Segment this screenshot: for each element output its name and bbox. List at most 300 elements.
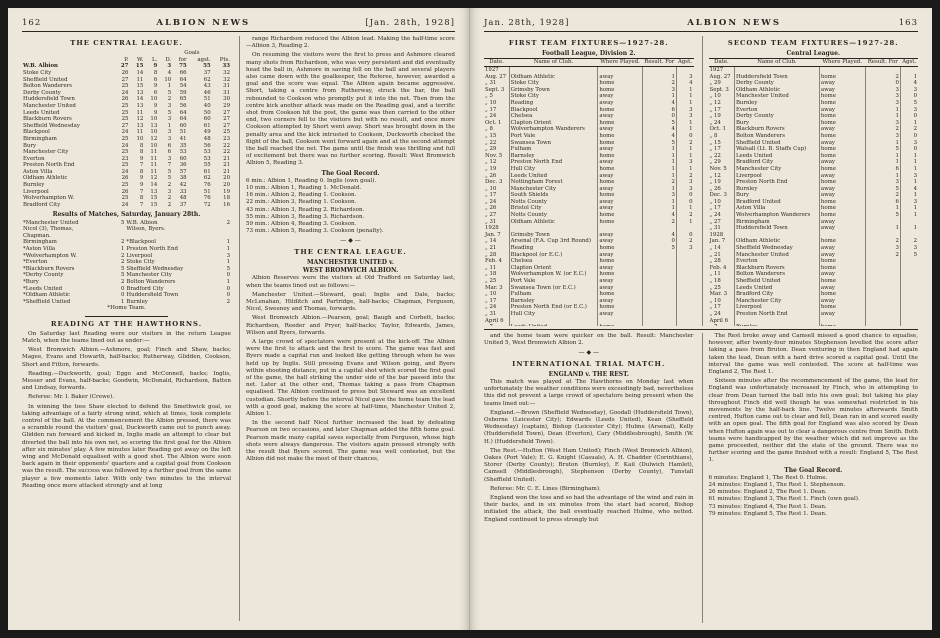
fixture-cell: 2: [865, 192, 900, 199]
fixture-cell: [676, 67, 693, 74]
fixture-cell: Arsenal (F.A. Cup 3rd Round): [509, 238, 598, 245]
league-cell: 23: [223, 135, 230, 142]
league-row: [22, 83, 231, 90]
fixture-cell: home: [598, 107, 642, 114]
league-row: [22, 162, 231, 169]
fixture-cell: „ 28: [709, 258, 721, 265]
fixture-cell: 4: [900, 186, 918, 193]
fixture-cell: 1: [865, 225, 900, 232]
fixture-cell: Manchester City: [509, 186, 598, 193]
league-cell: 25: [121, 109, 129, 116]
league-cell: 26: [121, 69, 129, 76]
fixture-header-cell: Where Played.: [598, 59, 642, 67]
league-cell: 64: [179, 76, 187, 83]
fixture-cell: Wolverhampton Wanderers: [734, 212, 819, 219]
fixture-cell: 3: [642, 87, 676, 94]
fixture-row: [484, 107, 694, 114]
fixture-cell: 5: [865, 212, 900, 219]
result-cell: *Derby County: [23, 272, 64, 279]
fixture-cell: 3: [865, 179, 900, 186]
fixture-cell: „ 18: [709, 278, 721, 284]
fixture-row: [709, 126, 919, 133]
fixture-cell: Swansea Town (or E.C.): [509, 285, 598, 292]
fixture-cell: home: [819, 205, 865, 212]
league-cell: 25: [121, 135, 129, 142]
league-cell: 41: [179, 135, 187, 142]
league-cell: 6: [153, 89, 158, 96]
result-cell: 0: [226, 272, 230, 279]
fixture-row: [484, 186, 694, 193]
league-header-cell: agst.: [197, 56, 211, 63]
fixture-cell: away: [598, 113, 642, 120]
fixture-cell: [865, 219, 900, 226]
league-cell: 19: [223, 188, 230, 195]
league-row: [22, 182, 231, 189]
league-cell: 11: [136, 76, 144, 83]
fixture-cell: „ 31: [485, 218, 497, 225]
fixture-cell: Bradford City: [734, 291, 819, 298]
league-cell: Sheffield Wednesday: [23, 122, 80, 129]
article-paragraph: This match was played at The Hawthorns on Monday last when unfortunately the weather conditions were exceedingly bad, nevertheless this did not prevent a large crowd of spectators being present when the teams lined out:—: [484, 379, 694, 407]
fixture-cell: [865, 271, 900, 278]
fixture-cell: away: [819, 186, 865, 193]
fixture-cell: home: [598, 291, 642, 298]
fixture-cell: Leeds United: [509, 173, 598, 180]
league-row: [22, 149, 231, 156]
league-cell: 43: [203, 83, 211, 90]
fixture-cell: 1: [900, 225, 918, 232]
fixture-cell: [642, 291, 676, 298]
fixture-cell: 2: [642, 80, 676, 87]
league-row: [22, 169, 231, 176]
fixture-row: [484, 166, 694, 173]
league-cell: 5: [167, 109, 172, 116]
fixture-cell: home: [819, 304, 865, 311]
fixture-cell: Sept. 3: [485, 86, 505, 93]
fixture-cell: home: [598, 153, 642, 160]
fixture-row: [484, 67, 694, 74]
fixture-cell: 1: [676, 100, 693, 107]
fixture-cell: 3: [676, 186, 693, 193]
league-cell: 35: [179, 142, 187, 149]
league-cell: 76: [203, 195, 211, 202]
fixture-cell: „ 27: [485, 212, 497, 219]
fixture-cell: „ 10: [709, 93, 721, 100]
league-cell: 11: [150, 168, 158, 175]
fixture-cell: [509, 318, 598, 325]
league-cell: Preston North End: [23, 162, 75, 169]
fixture-cell: 4: [642, 126, 676, 133]
fixture-cell: South Shields: [509, 192, 598, 199]
fixture-cell: 2: [676, 238, 693, 245]
fixture-cell: away: [598, 199, 642, 206]
league-cell: 9: [139, 175, 144, 182]
fixture-cell: [865, 304, 900, 311]
fixture-cell: 1: [900, 120, 918, 127]
fixture-cell: Fulham: [509, 146, 598, 153]
league-cell: 2: [167, 96, 172, 103]
fixture-cell: 1927: [485, 67, 499, 73]
fixture-row: [484, 324, 694, 326]
fixture-cell: [865, 265, 900, 272]
fixture-cell: away: [598, 265, 642, 272]
league-cell: 22: [223, 142, 230, 149]
league-cell: Bury: [23, 142, 37, 149]
fixture-row: [484, 304, 694, 311]
fixture-cell: 1: [642, 199, 676, 206]
fixture-cell: Manchester City: [734, 166, 819, 173]
fixture-cell: [642, 258, 676, 265]
result-row: [22, 299, 231, 306]
result-cell: W.B. Albion: [126, 219, 158, 226]
fixture-row: [709, 318, 919, 325]
fixture-cell: home: [598, 219, 642, 226]
fixture-cell: home: [598, 271, 642, 278]
league-cell: 26: [121, 188, 129, 195]
result-cell: *Oldham Athletic: [23, 292, 71, 299]
league-row: [22, 129, 231, 136]
league-cell: 8: [139, 195, 144, 202]
league-cell: Bradford City: [23, 201, 61, 208]
fixture-row: [484, 120, 694, 127]
fixture-cell: 2: [865, 252, 900, 259]
fixture-cell: away: [598, 74, 642, 81]
result-cell: *Blackburn Rovers: [23, 265, 75, 272]
goal-record-line: 24 minutes: England 1, The Rest 1. Stephenson.: [708, 482, 846, 489]
goal-record-line: 79 minutes: England 5, The Rest 1. Dean.: [708, 510, 827, 517]
league-cell: 12: [136, 116, 144, 123]
league-cell: 61: [203, 168, 211, 175]
result-cell: Huddersfield Town: [126, 292, 179, 299]
league-cell: 7: [139, 201, 144, 208]
fixture-cell: [819, 232, 865, 239]
fixture-cell: [900, 311, 918, 318]
league-cell: 8: [153, 69, 158, 76]
fixture-cell: [676, 252, 693, 259]
fixture-cell: away: [598, 146, 642, 153]
left-page-header: [22, 18, 455, 32]
league-row: [22, 143, 231, 150]
result-row: [22, 259, 231, 266]
fixture-cell: 6: [865, 199, 900, 206]
fixture-cell: „ 15: [485, 132, 497, 139]
fixture-row: [484, 93, 694, 100]
fixture-cell: [734, 67, 819, 74]
article-paragraph: Referee: Mr. I. Baker (Crewe).: [28, 394, 115, 401]
fixture-cell: Chelsea: [509, 113, 598, 120]
league-cell: 13: [136, 89, 144, 96]
fixture-cell: „ 22: [485, 139, 497, 146]
fixture-cell: home: [598, 245, 642, 252]
league-cell: 59: [179, 89, 187, 96]
league-cell: 3: [167, 63, 172, 70]
league-cell: 3: [167, 135, 172, 142]
fixture-cell: Aug. 27: [485, 73, 507, 80]
fixture-cell: Birmingham: [734, 219, 819, 226]
fixture-cell: [900, 291, 918, 298]
fixture-cell: away: [598, 159, 642, 166]
fixture-cell: away: [598, 232, 642, 239]
fixture-cell: 1928: [485, 225, 499, 232]
league-cell: 24: [121, 129, 129, 136]
fixture-cell: 6: [865, 166, 900, 173]
result-row: [22, 292, 231, 299]
fixture-cell: home: [598, 87, 642, 94]
fixture-cell: [642, 304, 676, 311]
fixture-cell: „ 10: [709, 198, 721, 205]
fixture-cell: 1: [676, 153, 693, 160]
first-team-table: [484, 58, 694, 326]
league-cell: Manchester United: [23, 102, 76, 109]
fixture-cell: [642, 252, 676, 259]
fixture-cell: Clapton Orient: [509, 265, 598, 272]
right-page: [470, 8, 932, 630]
fixture-cell: [865, 232, 900, 239]
league-cell: Birmingham: [23, 135, 57, 142]
fixture-cell: 3: [865, 100, 900, 107]
fixture-cell: 4: [642, 212, 676, 219]
goal-record-line: 16 min.: Albion 2, Reading 1. Cookson.: [246, 192, 357, 199]
fixture-cell: [676, 324, 693, 326]
result-cell: [116, 233, 125, 240]
fixture-cell: [900, 265, 918, 272]
league-cell: 31: [223, 89, 230, 96]
fixture-cell: Burnley: [734, 186, 819, 193]
league-row: [22, 189, 231, 196]
league-cell: 10: [136, 135, 144, 142]
league-cell: 27: [223, 116, 230, 123]
result-cell: 5: [120, 265, 125, 272]
fixture-cell: „ 12: [485, 159, 497, 166]
fixture-cell: Bury: [734, 192, 819, 199]
fixture-row: [709, 186, 919, 193]
article-paragraph: The Rest broke away and Camsell missed a good chance to equalise, however, after twenty-four minutes Stephenson levelled the score after taking a pass from Bruton. Dean venturing in then England had again taken the lead, Dean with a hard drive scored a capital goal. Until the interval the game was well contested. The score at half-time was England 2, The Rest 1.: [708, 333, 918, 376]
fixture-cell: „ 31: [709, 225, 721, 232]
fixture-cell: „ 19: [485, 165, 497, 172]
fixture-row: [709, 258, 919, 265]
fixture-cell: 5: [900, 252, 918, 259]
league-cell: 13: [150, 188, 158, 195]
league-cell: 72: [203, 201, 211, 208]
fixture-cell: „ 15: [709, 139, 721, 146]
league-cell: 1: [167, 83, 172, 90]
league-cell: 5: [167, 89, 172, 96]
league-cell: 9: [139, 182, 144, 189]
fixture-cell: „ 8: [485, 126, 493, 133]
fixture-cell: Clapton Orient: [509, 120, 598, 127]
goal-record-line: 22 min.: Albion 3, Reading 1. Cookson.: [246, 199, 357, 206]
league-cell: 38: [179, 175, 187, 182]
fixture-cell: 1: [865, 113, 900, 120]
league-cell: 18: [223, 195, 230, 202]
league-header-cell: P.: [124, 56, 129, 63]
league-cell: 8: [139, 142, 144, 149]
article-paragraph: In the second half Nicol further increased the lead by defeating Pearson on two occasions, and later Chapman added the fifth home goal. Pearson made many capital saves especially from Ferguson, whose high shots were always dangerous. The visitors again pressed strongly with the result that Byers scored. The game was well contested, but the Albion did not make the most of their chances,: [246, 420, 455, 463]
league-cell: 27: [120, 63, 129, 70]
fixture-row: [709, 80, 919, 87]
league-cell: 25: [121, 162, 129, 169]
fixture-cell: Sheffield Wednesday: [734, 245, 819, 252]
fixture-cell: [865, 298, 900, 305]
result-cell: 2: [226, 219, 230, 226]
fixture-cell: [598, 67, 642, 74]
result-cell: *Leeds United: [23, 285, 63, 292]
result-cell: 0: [120, 285, 125, 292]
fixture-row: [709, 252, 919, 259]
league-cell: 32: [223, 76, 230, 83]
result-row: [22, 233, 231, 240]
fixture-row: [709, 179, 919, 186]
fixture-cell: Huddersfield Town: [734, 74, 819, 81]
article-paragraph: Sixteen minutes after the recommencement of the game, the lead for England was unfortunately increased by Finch, who in attempting to clear from Dean turned the ball into his own goal; but taking his play throughout Finch did well though he was somewhat restricted in his movements by the half-back line. Twelve minutes afterwards Smith centred, Hufton came out to clear and fell, Dean ran in and scored easily with an open goal. The fifth goal for England was also scored by Dean when Hufton again was out to clear a dangerous centre from Smith. Both teams were handicapped by the weather which did not improve as the game proceeded, neither did the state of the ground. There was no further scoring and the game finished with a result: England 5, The Rest 1.: [708, 378, 918, 464]
result-cell: Bradford City: [126, 285, 164, 292]
fixture-cell: Liverpool: [734, 173, 819, 180]
league-cell: 60: [179, 122, 187, 129]
fixture-cell: home: [819, 93, 865, 100]
fixture-cell: 2: [865, 74, 900, 81]
fixture-cell: Port Vale: [509, 278, 598, 285]
result-cell: *Bury: [23, 279, 39, 285]
fixture-row: [484, 225, 694, 232]
fixture-cell: 1: [676, 120, 693, 127]
fixture-cell: Preston North End: [734, 311, 819, 318]
league-cell: 60: [203, 116, 211, 123]
fixture-row: [709, 120, 919, 127]
league-cell: Wolverhampton W.: [23, 195, 75, 202]
fixture-cell: home: [598, 140, 642, 147]
fixture-cell: 5: [642, 120, 676, 127]
league-cell: 53: [203, 149, 211, 156]
fixture-cell: 3: [676, 74, 693, 81]
fixture-cell: home: [819, 120, 865, 127]
league-cell: 7: [167, 162, 172, 169]
fixture-cell: away: [819, 311, 865, 318]
result-cell: Stoke City: [126, 259, 155, 266]
league-header-cell: Pts.: [219, 56, 230, 63]
fixture-cell: 5: [642, 140, 676, 147]
fixture-cell: [642, 285, 676, 292]
fixture-cell: „ 31: [485, 80, 497, 87]
left-column-1: [22, 36, 231, 621]
goal-record-line: 73 minutes: England 4, The Rest 1. Dean.: [708, 503, 827, 510]
fixture-cell: [900, 304, 918, 311]
league-cell: 33: [179, 188, 187, 195]
fixture-cell: 4: [900, 80, 918, 87]
fixture-cell: 1: [642, 159, 676, 166]
fixture-cell: Manchester United: [734, 93, 819, 100]
fixture-row: [709, 304, 919, 311]
fixture-cell: [509, 225, 598, 232]
league-cell: 5: [167, 175, 172, 182]
league-row: [22, 77, 231, 84]
fixture-cell: home: [819, 146, 865, 153]
goals-label: Goals: [184, 50, 200, 57]
league-cell: 54: [179, 83, 187, 90]
fixture-row: [484, 159, 694, 166]
result-row: [22, 246, 231, 253]
fixture-cell: 1: [676, 87, 693, 94]
fixture-cell: Grimsby Town: [509, 87, 598, 94]
league-cell: 5: [167, 168, 172, 175]
league-row: [22, 136, 231, 143]
league-cell: Blackpool: [23, 129, 50, 136]
article-paragraph: England.—Brown (Sheffield Wednesday), Goodall (Huddersfield Town), Osborne (Leicester City); Edwards (Leeds United), Kean (Sheffield Wednesday) (captain), Bishop (Leicester City); Hulme (Arsenal), Kelly (Huddersfield Town), Dean (Everton), Cary (Middlesbrough), Smith (W. H.) (Huddersfield Town).: [484, 409, 694, 445]
league-header-cell: W.: [137, 56, 144, 63]
article-paragraph: West Bromwich Albion.—Ashmore, goal; Finch and Shaw, backs; Magee, Evans and Howarth, half-backs; Rutherway, Glidden, Cookson, Short and Fitton, forwards.: [22, 347, 231, 368]
fixture-cell: [676, 291, 693, 298]
fixture-row: [709, 100, 919, 107]
fixture-cell: 0: [900, 146, 918, 153]
fixture-cell: away: [819, 252, 865, 259]
fixture-row: [709, 238, 919, 245]
fixture-cell: „ 24: [709, 212, 721, 219]
fixture-cell: home: [598, 166, 642, 173]
fixture-cell: Derby County: [734, 80, 819, 87]
fixture-cell: 3: [865, 87, 900, 94]
goal-record-line: 61 minutes: England 3, The Rest 1. Finch (own goal).: [708, 496, 860, 503]
fixture-cell: 6: [642, 107, 676, 114]
fixture-cell: 1927: [709, 67, 724, 73]
fixture-cell: 3: [865, 133, 900, 140]
league-cell: 20: [223, 182, 230, 189]
fixture-cell: 2: [865, 238, 900, 245]
league-row: [22, 63, 231, 70]
fixture-cell: „ 25: [709, 284, 721, 291]
fixture-cell: [900, 232, 918, 239]
fixture-cell: home: [819, 238, 865, 245]
fixture-cell: [642, 225, 676, 232]
league-cell: 15: [136, 83, 144, 90]
fixture-cell: 3: [865, 93, 900, 100]
fixture-cell: 1: [676, 126, 693, 133]
fixture-cell: „ 31: [485, 310, 497, 317]
fixture-cell: „ 10: [709, 297, 721, 304]
league-cell: Sheffield United: [23, 76, 68, 83]
fixture-cell: away: [598, 93, 642, 100]
fixture-row: [709, 192, 919, 199]
fixture-cell: [709, 324, 735, 326]
fixture-cell: Stoke City: [509, 80, 598, 87]
article-paragraph: On Saturday last Reading were our visitors in the return League Match, when the teams lined out as under:—: [22, 330, 231, 344]
league-cell: 12: [150, 175, 158, 182]
fixture-cell: 0: [676, 133, 693, 140]
fixture-cell: Fulham: [509, 291, 598, 298]
fixture-cell: Oldham Athletic: [734, 87, 819, 94]
result-cell: Wilson, Byers.: [126, 226, 166, 233]
results-title: Results of Matches, Saturday, January 28th.: [52, 211, 201, 219]
fixture-cell: „ 18: [485, 271, 497, 278]
result-cell: 0: [226, 292, 230, 299]
league-cell: 61: [203, 122, 211, 129]
fixture-cell: [865, 285, 900, 292]
league-cell: 26: [121, 175, 129, 182]
league-cell: 6: [153, 76, 158, 83]
goal-record-line: 43 min.: Albion 3, Reading 2. Richardson.: [246, 206, 365, 213]
fixture-row: [709, 173, 919, 180]
fixture-cell: 1: [900, 205, 918, 212]
fixture-cell: Nov. 5: [709, 165, 727, 172]
league-cell: 14: [136, 96, 144, 103]
fixture-row: [709, 285, 919, 292]
league-cell: 62: [203, 175, 211, 182]
fixture-cell: away: [598, 278, 642, 285]
league-cell: 36: [179, 162, 187, 169]
fixture-cell: [819, 318, 865, 325]
fixture-header-cell: Where Played.: [819, 59, 865, 67]
fixture-cell: 1: [865, 153, 900, 160]
fixture-row: [709, 232, 919, 239]
league-cell: 22: [223, 149, 230, 156]
